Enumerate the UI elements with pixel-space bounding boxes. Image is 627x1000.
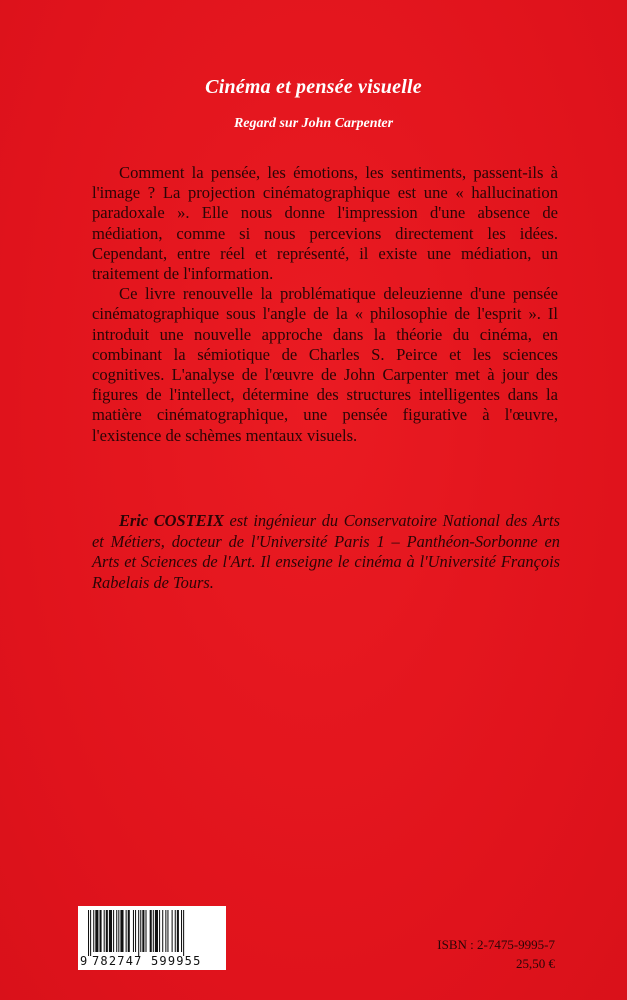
barcode-bar bbox=[90, 910, 91, 956]
barcode-bar bbox=[155, 910, 158, 952]
isbn-number: ISBN : 2-7475-9995-7 bbox=[437, 937, 555, 952]
barcode-bar bbox=[95, 910, 98, 952]
barcode-bar bbox=[104, 910, 105, 952]
barcode-bar bbox=[116, 910, 117, 952]
barcode-bar bbox=[109, 910, 112, 952]
barcode-bar bbox=[159, 910, 160, 952]
barcode-bar bbox=[118, 910, 119, 952]
barcode-bars bbox=[88, 910, 218, 956]
barcode-bar bbox=[153, 910, 154, 952]
blurb-paragraph: Comment la pensée, les émotions, les sentiments, passent-ils à l'image ? La projection cinématographique est une « hallucination paradoxale ». Elle nous donne l'impression d'une absence de médiation, comme si nous percevions directement les idées. Cependant, entre réel et représenté, il existe une médiation, un traitement de l'information. bbox=[92, 163, 558, 284]
price-label: 25,50 € bbox=[516, 956, 555, 971]
barcode-bar bbox=[175, 910, 176, 952]
blurb-text bbox=[92, 163, 558, 446]
barcode-bar bbox=[165, 910, 166, 952]
barcode-bar bbox=[133, 910, 134, 952]
barcode-bar bbox=[126, 910, 127, 952]
barcode-lead-digit: 9 bbox=[80, 954, 88, 968]
author-name: Eric COSTEIX bbox=[119, 511, 224, 530]
barcode-bar bbox=[93, 910, 94, 952]
barcode-bar bbox=[128, 910, 130, 952]
book-subtitle: Regard sur John Carpenter bbox=[233, 116, 394, 131]
barcode-bar bbox=[177, 910, 179, 952]
barcode-digits: 782747 599955 bbox=[92, 954, 202, 968]
barcode-bar bbox=[135, 910, 136, 952]
barcode-bar bbox=[172, 910, 173, 952]
author-bio-text: est ingénieur du Conservatoire National des Arts et Métiers, docteur de l'Université Paris 1 – Panthéon-Sorbonne en Arts et Sciences de l'Art. Il enseigne le cinéma à l'Université François Rabelais de Tours. bbox=[92, 511, 560, 592]
author-bio bbox=[92, 511, 560, 593]
barcode-bar bbox=[181, 910, 182, 952]
barcode-bar bbox=[167, 910, 168, 952]
barcode-bar bbox=[120, 910, 123, 952]
barcode-bar bbox=[142, 910, 144, 952]
blurb-paragraph: Ce livre renouvelle la problématique deleuzienne d'une pensée cinématographique sous l'angle de la « philosophie de l'esprit ». Il introduit une nouvelle approche dans la théorie du cinéma, en combinant la sémiotique de Charles S. Peirce et les sciences cognitives. L'analyse de l'œuvre de John Carpenter met à jour des figures de l'intellect, détermine des structures intelligentes dans la matière cinématographique, une pensée figurative à l'œuvre, l'existence de schèmes mentaux visuels. bbox=[92, 284, 558, 445]
barcode-bar bbox=[138, 910, 139, 956]
barcode-bar bbox=[145, 910, 146, 952]
barcode-bar bbox=[88, 910, 89, 956]
barcode-bar bbox=[150, 910, 152, 952]
book-title: Cinéma et pensée visuelle bbox=[205, 76, 422, 98]
barcode-bar bbox=[183, 910, 184, 956]
barcode-bar bbox=[99, 910, 101, 952]
barcode-bar bbox=[106, 910, 108, 952]
barcode-bar bbox=[113, 910, 114, 952]
barcode-bar bbox=[162, 910, 163, 952]
barcode-bar bbox=[140, 910, 141, 952]
barcode bbox=[78, 906, 226, 970]
